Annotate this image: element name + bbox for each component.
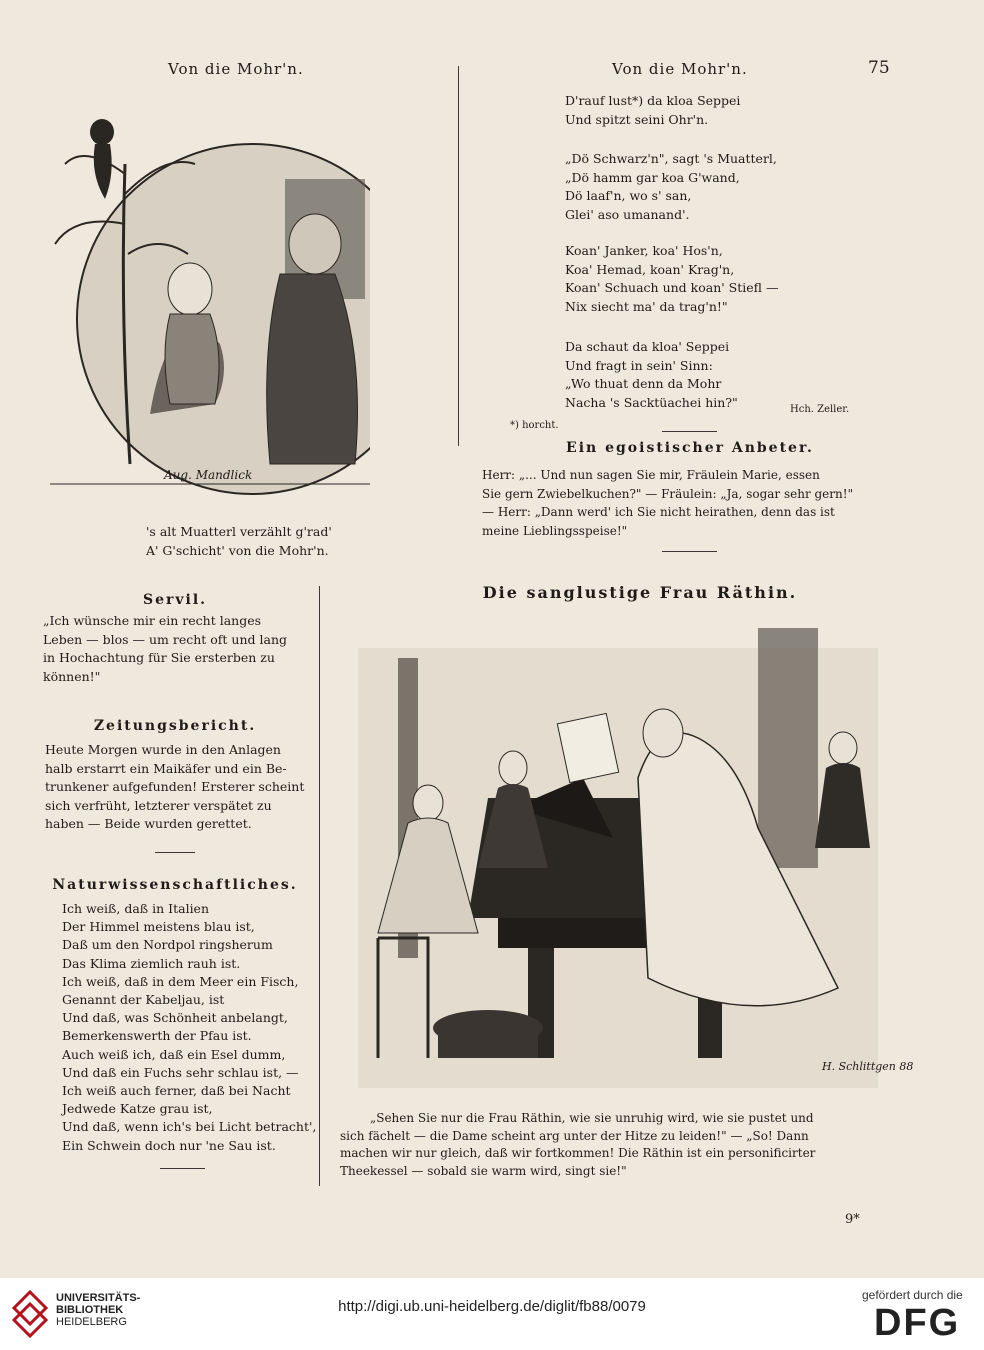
text-line: können!" [43, 668, 101, 684]
mohrn-author: Hch. Zeller. [790, 404, 850, 415]
university-name-line: UNIVERSITÄTS- [56, 1292, 141, 1304]
egoist-title: Ein egoistischer Anbeter. [566, 440, 814, 456]
page-url[interactable]: http://digi.ub.uni-heidelberg.de/diglit/fb88/0079 [338, 1298, 646, 1315]
left-running-head: Von die Mohr'n. [168, 60, 304, 78]
text-line: haben — Beide wurden gerettet. [45, 816, 252, 831]
text-line: in Hochachtung für Sie ersterben zu [43, 650, 275, 665]
section-divider [662, 551, 717, 552]
zeitung-title: Zeitungsbericht. [93, 718, 257, 734]
verse-line: Da schaut da kloa' Seppei [565, 339, 730, 354]
verse-line: Ich weiß auch ferner, daß bei Nacht [62, 1083, 291, 1099]
verse-line: Koa' Hemad, koan' Krag'n, [565, 261, 735, 277]
raethin-title: Die sanglustige Frau Räthin. [482, 583, 798, 602]
section-divider [662, 431, 717, 432]
verse-line: Und daß ein Fuchs sehr schlau ist, — [62, 1064, 299, 1080]
caption-line: sich fächelt — die Dame scheint arg unter der Hitze zu leiden!" — „So! Dann [340, 1128, 809, 1143]
university-name-line: HEIDELBERG [56, 1316, 127, 1328]
university-name-line: BIBLIOTHEK [56, 1304, 124, 1316]
verse-line: D'rauf lust*) da kloa Seppei [565, 93, 741, 108]
natur-title: Naturwissenschaftliches. [52, 877, 298, 893]
text-line: „Ich wünsche mir ein recht langes [43, 613, 262, 628]
raethin-illustration-signature: H. Schlittgen 88 [822, 1060, 914, 1073]
verse-line: „Dö Schwarz'n", sagt 's Muatterl, [565, 151, 777, 166]
caption-line: „Sehen Sie nur die Frau Räthin, wie sie unruhig wird, wie sie pustet und [370, 1111, 814, 1125]
text-line: meine Lieblingsspeise!" [482, 523, 628, 538]
verse-line: Koan' Schuach und koan' Stiefl — [565, 280, 779, 295]
verse-line: Und daß, wenn ich's bei Licht betracht', [62, 1119, 317, 1135]
mohrn-caption [146, 523, 332, 560]
mohrn-footnote: *) horcht. [510, 420, 559, 431]
mohrn-caption-line: 's alt Muatterl verzählt g'rad' [146, 524, 332, 539]
right-running-head: Von die Mohr'n. [612, 60, 748, 78]
verse-line: Das Klima ziemlich rauh ist. [62, 955, 241, 971]
verse-line: Nacha 's Sacktüachei hin?" [565, 394, 738, 410]
text-line: Herr: „... Und nun sagen Sie mir, Fräulein Marie, essen [482, 468, 820, 482]
section-divider [160, 1168, 205, 1169]
mohrn-stanza-4 [565, 338, 738, 412]
servil-text [43, 612, 287, 686]
verse-line: Auch weiß ich, daß ein Esel dumm, [62, 1046, 286, 1062]
dfg-logo: DFG [874, 1302, 961, 1344]
verse-line: Ein Schwein doch nur 'ne Sau ist. [62, 1137, 276, 1153]
zeitung-text [45, 741, 304, 834]
text-line: halb erstarrt ein Maikäfer und ein Be- [45, 760, 287, 776]
mohrn-stanza-2 [565, 150, 777, 224]
mohrn-stanza-1 [565, 92, 740, 129]
mohrn-illustration [40, 84, 370, 504]
servil-title: Servil. [142, 592, 208, 608]
mohrn-illustration-signature: Aug. Mandlick [164, 468, 253, 482]
text-line: sich verfrüht, letzterer verspätet zu [45, 797, 272, 813]
verse-line: Glei' aso umanand'. [565, 206, 690, 222]
signature-mark: 9* [845, 1212, 860, 1227]
verse-line: Dö laaf'n, wo s' san, [565, 188, 692, 203]
column-divider-bottom [319, 586, 320, 1186]
text-line: — Herr: „Dann werd' ich Sie nicht heirathen, denn das ist [482, 505, 835, 519]
verse-line: Nix siecht ma' da trag'n!" [565, 298, 728, 314]
column-divider-top [458, 66, 459, 446]
verse-line: Und daß, was Schönheit anbelangt, [62, 1010, 288, 1026]
caption-line: Theekessel — sobald sie warm wird, singt sie!" [340, 1163, 627, 1178]
verse-line: Bemerkenswerth der Pfau ist. [62, 1028, 252, 1044]
mohrn-caption-line: A' G'schicht' von die Mohr'n. [146, 542, 329, 558]
raethin-caption [340, 1110, 815, 1180]
verse-line: Und fragt in sein' Sinn: [565, 357, 713, 373]
verse-line: Jedwede Katze grau ist, [62, 1101, 213, 1117]
verse-line: Koan' Janker, koa' Hos'n, [565, 243, 723, 258]
text-line: Leben — blos — um recht oft und lang [43, 631, 288, 647]
natur-poem [62, 900, 316, 1155]
caption-line: machen wir nur gleich, daß wir fortkommen! Die Räthin ist ein personificirter [340, 1146, 816, 1160]
verse-line: Ich weiß, daß in Italien [62, 901, 210, 916]
verse-line: Ich weiß, daß in dem Meer ein Fisch, [62, 973, 299, 989]
verse-line: Daß um den Nordpol ringsherum [62, 937, 273, 953]
section-divider [155, 852, 195, 853]
verse-line: Und spitzt seini Ohr'n. [565, 111, 709, 127]
page-number: 75 [868, 58, 890, 78]
verse-line: Der Himmel meistens blau ist, [62, 919, 255, 935]
verse-line: „Wo thuat denn da Mohr [565, 376, 722, 391]
funding-note: gefördert durch die [862, 1288, 963, 1302]
text-line: trunkener aufgefunden! Ersterer scheint [45, 779, 305, 794]
verse-line: „Dö hamm gar koa G'wand, [565, 169, 740, 185]
verse-line: Genannt der Kabeljau, ist [62, 992, 225, 1008]
text-line: Sie gern Zwiebelkuchen?" — Fräulein: „Ja, sogar sehr gern!" [482, 486, 854, 501]
mohrn-stanza-3 [565, 242, 778, 316]
raethin-illustration [338, 608, 898, 1098]
egoist-text [482, 466, 853, 540]
text-line: Heute Morgen wurde in den Anlagen [45, 742, 281, 757]
